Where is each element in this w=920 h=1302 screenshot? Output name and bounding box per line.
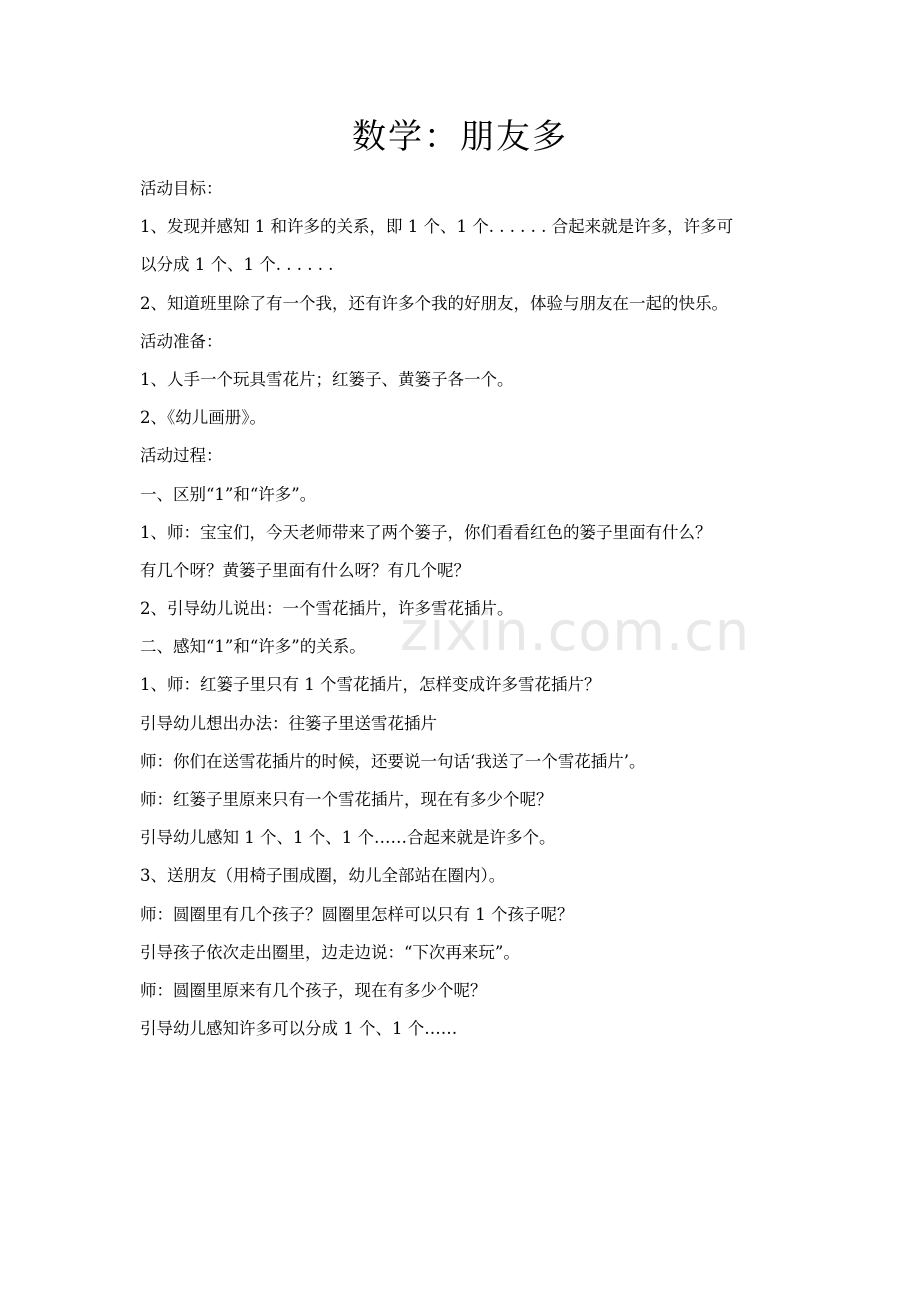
- paragraph-line: 引导孩子依次走出圈里，边走边说：“下次再来玩”。: [140, 942, 520, 962]
- paragraph-line: 1、师：红篓子里只有 1 个雪花插片，怎样变成许多雪花插片？: [140, 675, 601, 695]
- paragraph-line: 3、送朋友（用椅子围成圈，幼儿全部站在圈内）。: [140, 866, 506, 886]
- paragraph-line: 引导幼儿感知 1 个、1 个、1 个……合起来就是许多个。: [140, 828, 556, 848]
- subsection-heading: 二、感知“1”和“许多”的关系。: [140, 637, 366, 657]
- document-body: [140, 170, 790, 1048]
- paragraph-line: 1、师：宝宝们，今天老师带来了两个篓子，你们看看红色的篓子里面有什么？: [140, 522, 712, 542]
- section-heading-process: 活动过程：: [140, 446, 223, 466]
- paragraph-line: 1、发现并感知 1 和许多的关系，即 1 个、1 个. . . . . . 合起来就是许多，许多可: [140, 217, 734, 237]
- section-heading-goals: 活动目标：: [140, 179, 223, 198]
- paragraph-line: 师：红篓子里原来只有一个雪花插片，现在有多少个呢？: [140, 790, 553, 809]
- section-heading-preparation: 活动准备：: [140, 331, 223, 351]
- paragraph-line: 2、引导幼儿说出：一个雪花插片，许多雪花插片。: [140, 599, 514, 619]
- document-title: 数学：朋友多: [352, 117, 568, 157]
- paragraph-line: 2、《幼儿画册》。: [140, 408, 266, 428]
- paragraph-line: 师：圆圈里有几个孩子？圆圈里怎样可以只有 1 个孩子呢？: [140, 904, 574, 924]
- subsection-heading: 一、区别“1”和“许多”。: [140, 484, 317, 504]
- paragraph-line: 1、人手一个玩具雪花片；红篓子、黄篓子各一个。: [140, 369, 514, 389]
- paragraph-line: 师：你们在送雪花插片的时候，还要说一句话‘我送了一个雪花插片’。: [140, 751, 646, 771]
- paragraph-line: 引导幼儿想出办法：往篓子里送雪花插片: [140, 713, 437, 733]
- paragraph-line: 引导幼儿感知许多可以分成 1 个、1 个……: [140, 1019, 458, 1039]
- watermark: zixin.com.cn: [400, 600, 751, 663]
- paragraph-line: 2、知道班里除了有一个我，还有许多个我的好朋友，体验与朋友在一起的快乐。: [140, 293, 728, 313]
- paragraph-line: 师：圆圈里原来有几个孩子，现在有多少个呢？: [140, 980, 487, 1000]
- paragraph-line: 以分成 1 个、1 个. . . . . .: [140, 255, 334, 275]
- paragraph-line: 有几个呀？黄篓子里面有什么呀？有几个呢？: [140, 560, 470, 580]
